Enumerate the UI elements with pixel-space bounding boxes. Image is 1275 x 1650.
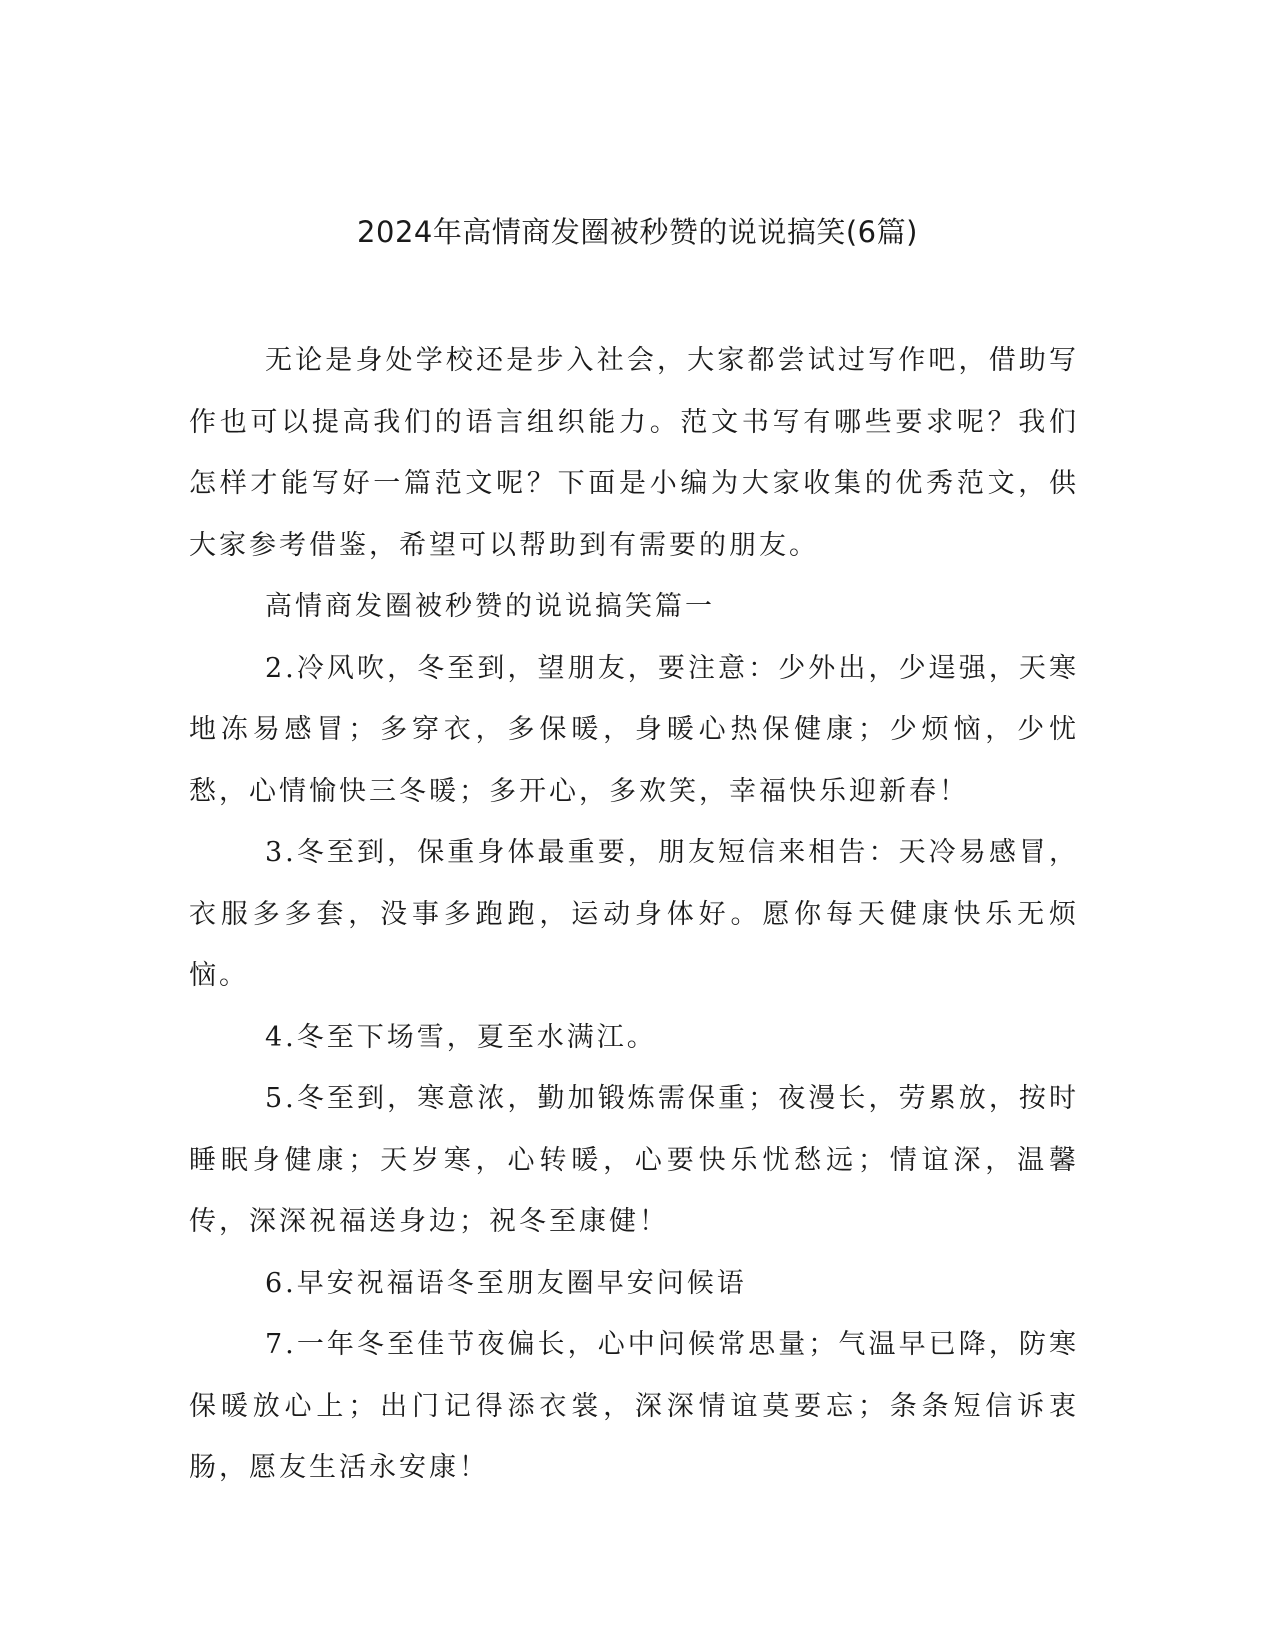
list-item: 7.一年冬至佳节夜偏长，心中问候常思量；气温早已降，防寒保暖放心上；出门记得添衣裳，深深情谊莫要忘；条条短信诉衷肠，愿友生活永安康！ [189,1329,1079,1483]
document-body [189,330,1079,1499]
intro-paragraph: 无论是身处学校还是步入社会，大家都尝试过写作吧，借助写作也可以提高我们的语言组织能力。范文书写有哪些要求呢？我们怎样才能写好一篇范文呢？下面是小编为大家收集的优秀范文，供大家参考借鉴，希望可以帮助到有需要的朋友。 [189,345,1079,561]
list-item: 3.冬至到，保重身体最重要，朋友短信来相告：天冷易感冒，衣服多多套，没事多跑跑，运动身体好。愿你每天健康快乐无烦恼。 [189,837,1079,991]
section-heading: 高情商发圈被秒赞的说说搞笑篇一 [265,591,715,622]
document-title: 2024年高情商发圈被秒赞的说说搞笑(6篇) [357,215,918,249]
list-item: 4.冬至下场雪，夏至水满江。 [265,1021,657,1053]
list-item: 6.早安祝福语冬至朋友圈早安问候语 [265,1267,747,1299]
list-item: 2.冷风吹，冬至到，望朋友，要注意：少外出，少逞强，天寒地冻易感冒；多穿衣，多保暖，身暖心热保健康；少烦恼，少忧愁，心情愉快三冬暖；多开心，多欢笑，幸福快乐迎新春！ [189,652,1079,807]
list-item: 5.冬至到，寒意浓，勤加锻炼需保重；夜漫长，劳累放，按时睡眠身健康；天岁寒，心转暖，心要快乐忧愁远；情谊深，温馨传，深深祝福送身边；祝冬至康健！ [189,1083,1079,1237]
